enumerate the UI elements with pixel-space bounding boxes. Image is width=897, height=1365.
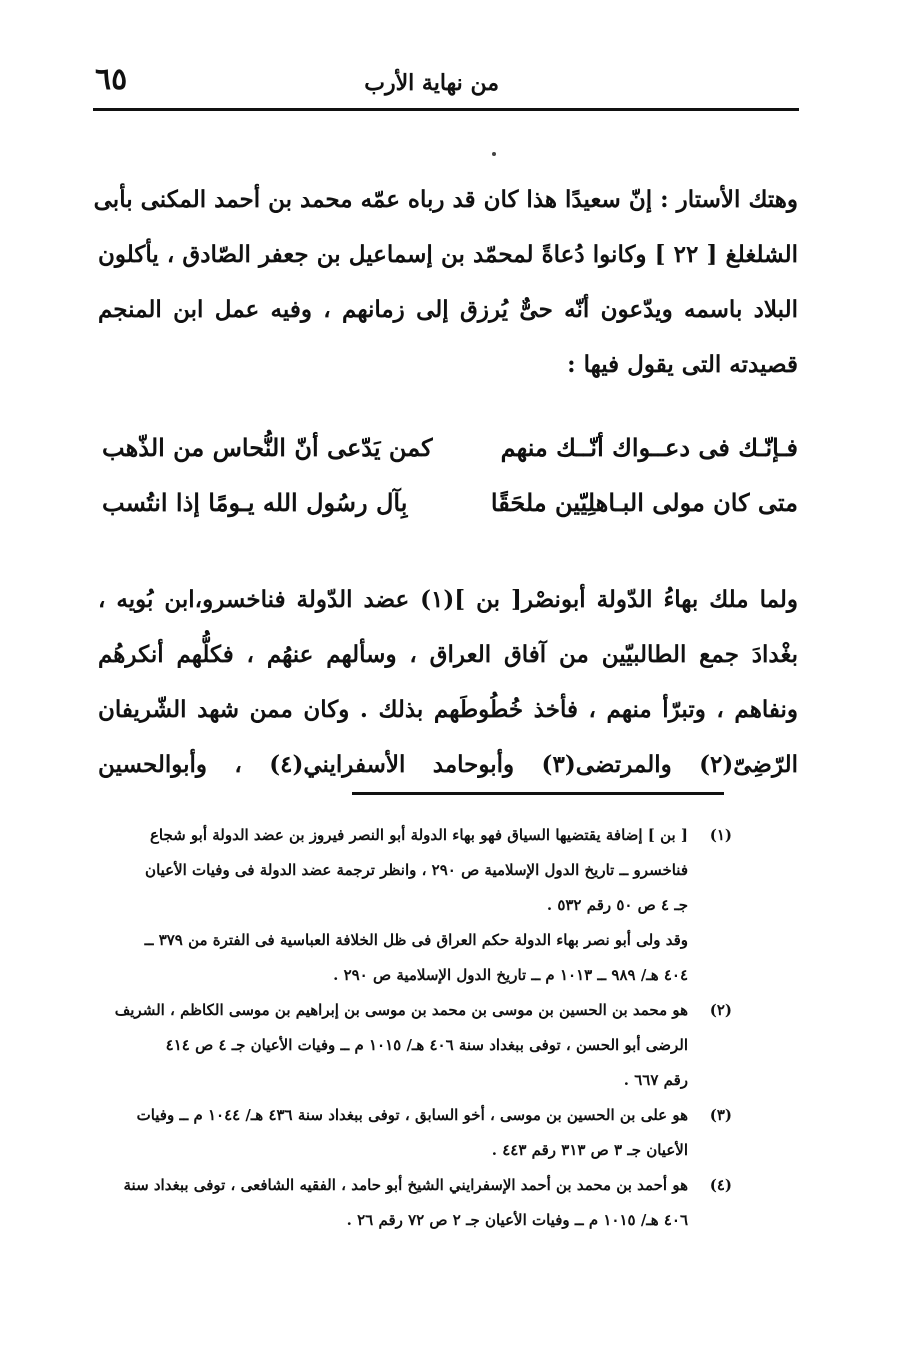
page-number: ٦٥ — [95, 62, 128, 97]
footnote-line: [ بن ] إضافة يقتضيها السياق فهو بهاء الدولة أبو النصر فيروز بن عضد الدولة أبو شجاع — [149, 826, 688, 844]
running-header — [93, 62, 799, 111]
text-line: بغْدادَ جمع الطالبيّين من آفاق العراق ، وسألهم عنهُم ، فكلُّهم أنكرهُم — [98, 641, 798, 668]
footnote-2 — [112, 993, 732, 1098]
footnote-4 — [112, 1168, 732, 1238]
text-line: الشلغلغ [ ٢٢ ] وكانوا دُعاةً لمحمّد بن إسماعيل بن جعفر الصّادق ، يأكلون — [98, 241, 798, 268]
footnote-line: هو على بن الحسين بن موسى ، أخو السابق ، توفى ببغداد سنة ٤٣٦ هـ/ ١٠٤٤ م ــ وفيات — [136, 1106, 688, 1124]
footnotes — [112, 818, 732, 1238]
footnote-line: جـ ٤ ص ٥٠ رقم ٥٣٢ . — [546, 896, 688, 914]
text-line: الرّضِىّ(٢) والمرتضى(٣) وأبوحامد الأسفرايني(٤) ، وأبوالحسين — [98, 751, 799, 778]
poem-verse — [96, 425, 802, 475]
paragraph-main — [98, 572, 798, 792]
footnote-separator — [352, 792, 724, 795]
text-line: ولما ملك بهاءُ الدّولة أبونصْر[ بن ](١) عضد الدّولة فناخسرو،ابن بُويه ، — [98, 586, 798, 613]
footnote-line: الرضى أبو الحسن ، توفى ببغداد سنة ٤٠٦ هـ/ ١٠١٥ م ــ وفيات الأعيان جـ ٤ ص ٤١٤ — [165, 1036, 688, 1054]
verse-second-hemistich: بِآل رسُول الله يـومًا إذا انتُسب — [102, 488, 408, 517]
footnote-line: رقم ٦٦٧ . — [623, 1071, 688, 1089]
footnote-line: هو أحمد بن محمد بن أحمد الإسفرايني الشيخ أبو حامد ، الفقيه الشافعى ، توفى ببغداد سنة — [123, 1176, 688, 1194]
footnote-3 — [112, 1098, 732, 1168]
text-line: وهتك الأستار : إنّ سعيدًا هذا كان قد رباه عمّه محمد بن أحمد المكنى بأبى — [93, 186, 798, 213]
footnote-line: وقد ولى أبو نصر بهاء الدولة حكم العراق فى ظل الخلافة العباسية فى الفترة من ٣٧٩ ــ — [144, 931, 688, 949]
footnote-1 — [112, 818, 732, 993]
verse-first-hemistich: فـإنّـك فى دعــواك أنّــك منهم — [500, 433, 798, 462]
footnote-line: ٤٠٦ هـ/ ١٠١٥ م ــ وفيات الأعيان جـ ٢ ص ٧٢ رقم ٢٦ . — [346, 1211, 688, 1229]
footnote-line: ٤٠٤ هـ/ ٩٨٩ ــ ١٠١٣ م ــ تاريخ الدول الإسلامية ص ٢٩٠ . — [333, 966, 688, 984]
verse-second-hemistich: كمن يَدّعى أنّ النُّحاس من الذّهب — [102, 433, 433, 462]
text-line: ونفاهم ، وتبرّأ منهم ، فأخذ خُطُوطَهم بذلك . وكان ممن شهد الشّريفان — [98, 696, 798, 723]
footnote-number: (٤) — [709, 1176, 732, 1194]
ink-dot — [492, 152, 496, 156]
text-line: البلاد باسمه ويدّعون أنّه حىٌّ يُرزق إلى زمانهم ، وفيه عمل ابن المنجم — [98, 296, 798, 323]
footnote-number: (٣) — [709, 1106, 732, 1124]
verse-first-hemistich: متى كان مولى البـاهلِيّين ملحَقًا — [490, 488, 798, 517]
paragraph-opening — [93, 172, 798, 392]
footnote-line: هو محمد بن الحسين بن موسى بن محمد بن موسى بن إبراهيم بن موسى الكاظم ، الشريف — [114, 1001, 688, 1019]
footnote-line: الأعيان جـ ٣ ص ٣١٣ رقم ٤٤٣ . — [491, 1141, 688, 1159]
poem-verse — [96, 480, 802, 530]
footnote-line: فناخسرو ــ تاريخ الدول الإسلامية ص ٢٩٠ ، وانظر ترجمة عضد الدولة فى وفيات الأعيان — [145, 861, 688, 879]
text-line: قصيدته التى يقول فيها : — [567, 351, 798, 378]
footnote-number: (١) — [709, 826, 732, 844]
running-title: من نهاية الأرب — [364, 70, 499, 96]
footnote-number: (٢) — [709, 1001, 732, 1019]
